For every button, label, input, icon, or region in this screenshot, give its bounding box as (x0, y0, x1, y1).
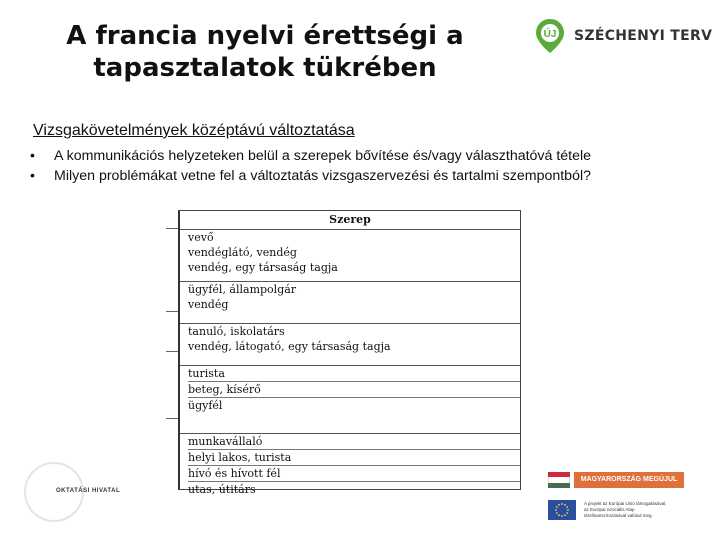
table-header: Szerep (329, 213, 371, 226)
role-cell: turista (188, 366, 520, 382)
section-subtitle: Vizsgakövetelmények középtávú változtatása (33, 122, 355, 139)
role-cell: hívó és hívott fél (188, 466, 520, 482)
role-cell: vendég, látogató, egy társaság tagja (188, 340, 391, 353)
role-cell: ügyfél (188, 399, 223, 412)
logo-mark: ÚJ (543, 29, 557, 40)
role-cell: helyi lakos, turista (188, 450, 520, 466)
role-cell: tanuló, iskolatárs (188, 325, 285, 338)
role-cell: utas, útitárs (188, 483, 256, 496)
table-edge-mark (166, 311, 178, 312)
page-title (60, 20, 470, 84)
role-cell: munkavállaló (188, 434, 520, 450)
location-pin-icon (534, 18, 566, 54)
bullet-item: • Milyen problémákat vetne fel a változtatás vizsgaszervezési és tartalmi szempontból? (30, 166, 591, 186)
eu-flag-icon (548, 500, 576, 520)
oktatasi-hivatal-logo (24, 462, 121, 524)
role-group (180, 433, 520, 507)
title-line-1: A francia nyelvi érettségi a (66, 21, 464, 51)
title-line-2: tapasztalatok tükrében (93, 53, 437, 83)
role-group (180, 323, 520, 365)
bullet-item: • A kommunikációs helyzeteken belül a szerepek bővítése és/vagy választhatóvá tétele (30, 146, 591, 166)
table-edge-mark (166, 351, 178, 352)
role-cell: vendég, egy társaság tagja (188, 261, 338, 274)
role-group (180, 365, 520, 433)
hungarian-flag-icon (548, 472, 570, 488)
role-group (180, 229, 520, 281)
role-cell: ügyfél, állampolgár (188, 283, 297, 296)
oh-logo-text: OKTATÁSI HIVATAL (56, 488, 121, 494)
eu-funding-block (548, 470, 698, 528)
role-cell: vendéglátó, vendég (188, 246, 297, 259)
table-edge-mark (166, 228, 178, 229)
role-cell: vevő (188, 231, 214, 244)
role-cell: vendég (188, 298, 229, 311)
eu-funding-text: A projekt az Európai Unió támogatásával, az Európai Szociális Alap társfinanszírozásával valósul meg. (584, 501, 667, 518)
szechenyi-terv-logo (534, 18, 712, 54)
logo-text: SZÉCHENYI TERV (574, 28, 713, 44)
role-group (180, 281, 520, 323)
role-table (178, 210, 521, 496)
role-cell: beteg, kísérő (188, 382, 520, 398)
table-edge-mark (166, 418, 178, 419)
magyarorszag-megujul-banner: MAGYARORSZÁG MEGÚJUL (574, 472, 684, 488)
bullet-list (30, 146, 591, 186)
